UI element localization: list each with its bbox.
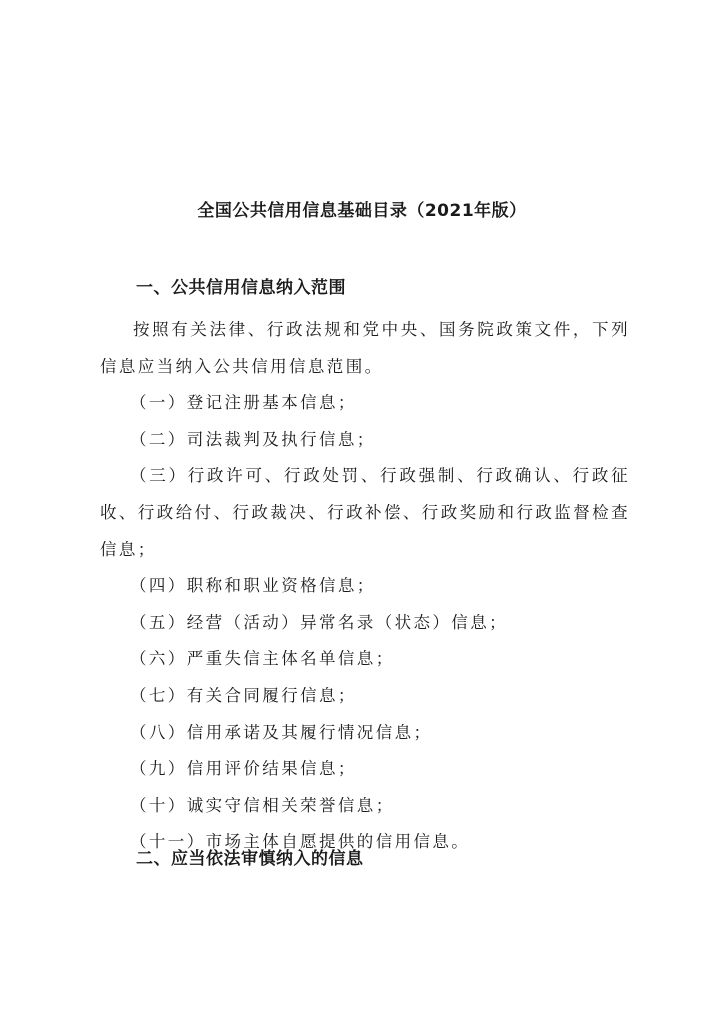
list-item: （十）诚实守信相关荣誉信息； — [130, 795, 395, 815]
list-item: （一）登记注册基本信息； — [130, 393, 357, 413]
section-1-intro: 按照有关法律、行政法规和党中央、国务院政策文件，下列信息应当纳入公共信用信息范围。 — [100, 320, 630, 376]
list-item: （七）有关合同履行信息； — [130, 685, 357, 705]
list-item: （八）信用承诺及其履行情况信息； — [130, 722, 433, 742]
list-item: （二）司法裁判及执行信息； — [130, 429, 376, 449]
list-item: （三）行政许可、行政处罚、行政强制、行政确认、行政征收、行政给付、行政裁决、行政补偿、行政奖励和行政监督检查信息； — [100, 466, 630, 559]
list-item: （十一）市场主体自愿提供的信用信息。 — [130, 832, 471, 852]
list-item: （四）职称和职业资格信息； — [130, 576, 376, 596]
section-1-heading: 一、公共信用信息纳入范围 — [136, 278, 346, 298]
list-item: （六）严重失信主体名单信息； — [130, 649, 395, 669]
document-title: 全国公共信用信息基础目录（2021年版） — [197, 201, 527, 221]
list-item: （五）经营（活动）异常名录（状态）信息； — [130, 612, 508, 632]
section-2-heading: 二、应当依法审慎纳入的信息 — [136, 849, 364, 869]
list-item: （九）信用评价结果信息； — [130, 759, 357, 779]
section-1-body — [100, 312, 630, 861]
